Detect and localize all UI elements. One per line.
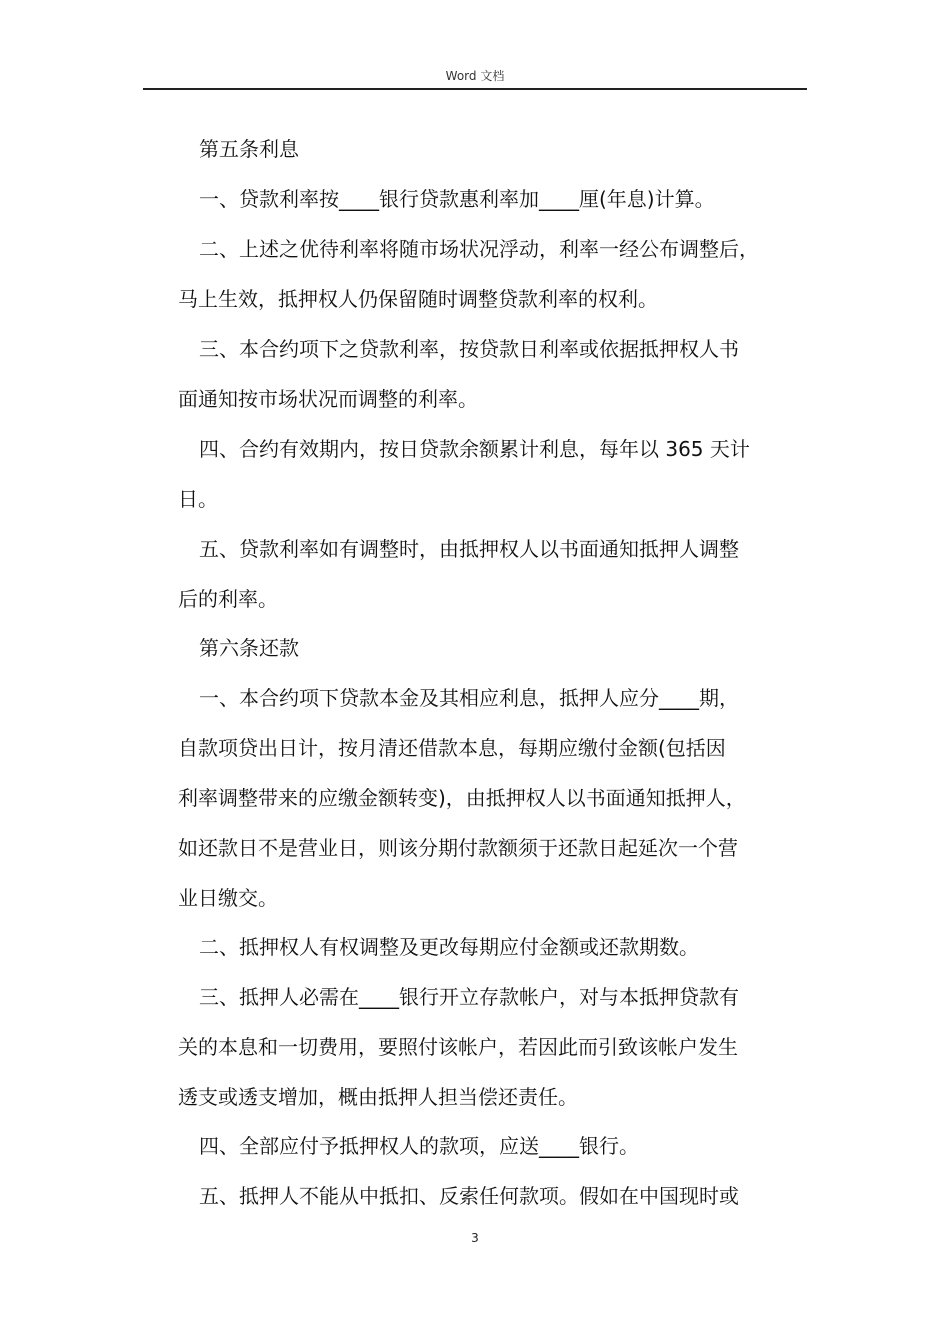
paragraph-line: 面通知按市场状况而调整的利率。 <box>178 387 478 411</box>
paragraph-line: 后的利率。 <box>178 587 278 611</box>
paragraph-line: 二、抵押权人有权调整及更改每期应付金额或还款期数。 <box>199 935 699 959</box>
paragraph-line: 业日缴交。 <box>178 886 278 910</box>
paragraph-line: 三、抵押人必需在____银行开立存款帐户，对与本抵押贷款有 <box>199 985 739 1009</box>
paragraph-line: 一、贷款利率按____银行贷款惠利率加____厘(年息)计算。 <box>199 187 715 211</box>
paragraph-line: 五、抵押人不能从中抵扣、反索任何款项。假如在中国现时或 <box>199 1184 739 1208</box>
section-heading-interest: 第五条利息 <box>199 137 299 161</box>
paragraph-line: 四、全部应付予抵押权人的款项，应送____银行。 <box>199 1134 639 1158</box>
paragraph-line: 关的本息和一切费用，要照付该帐户，若因此而引致该帐户发生 <box>178 1035 738 1059</box>
paragraph-line: 二、上述之优待利率将随市场状况浮动，利率一经公布调整后， <box>199 237 759 261</box>
paragraph-line: 如还款日不是营业日，则该分期付款额须于还款日起延次一个营 <box>178 836 738 860</box>
section-heading-repayment: 第六条还款 <box>199 636 299 660</box>
paragraph-line: 自款项贷出日计，按月清还借款本息，每期应缴付金额(包括因 <box>178 736 726 760</box>
header-divider <box>143 88 807 90</box>
paragraph-line: 利率调整带来的应缴金额转变)，由抵押权人以书面通知抵押人， <box>178 786 746 810</box>
paragraph-line: 四、合约有效期内，按日贷款余额累计利息，每年以 365 天计 <box>199 437 750 461</box>
paragraph-line: 一、本合约项下贷款本金及其相应利息，抵押人应分____期， <box>199 686 739 710</box>
document-header: Word 文档 <box>445 69 505 83</box>
paragraph-line: 日。 <box>178 487 218 511</box>
paragraph-line: 马上生效，抵押权人仍保留随时调整贷款利率的权利。 <box>178 287 658 311</box>
page-number: 3 <box>471 1231 479 1245</box>
paragraph-line: 透支或透支增加，概由抵押人担当偿还责任。 <box>178 1085 578 1109</box>
paragraph-line: 五、贷款利率如有调整时，由抵押权人以书面通知抵押人调整 <box>199 537 739 561</box>
paragraph-line: 三、本合约项下之贷款利率，按贷款日利率或依据抵押权人书 <box>199 337 739 361</box>
